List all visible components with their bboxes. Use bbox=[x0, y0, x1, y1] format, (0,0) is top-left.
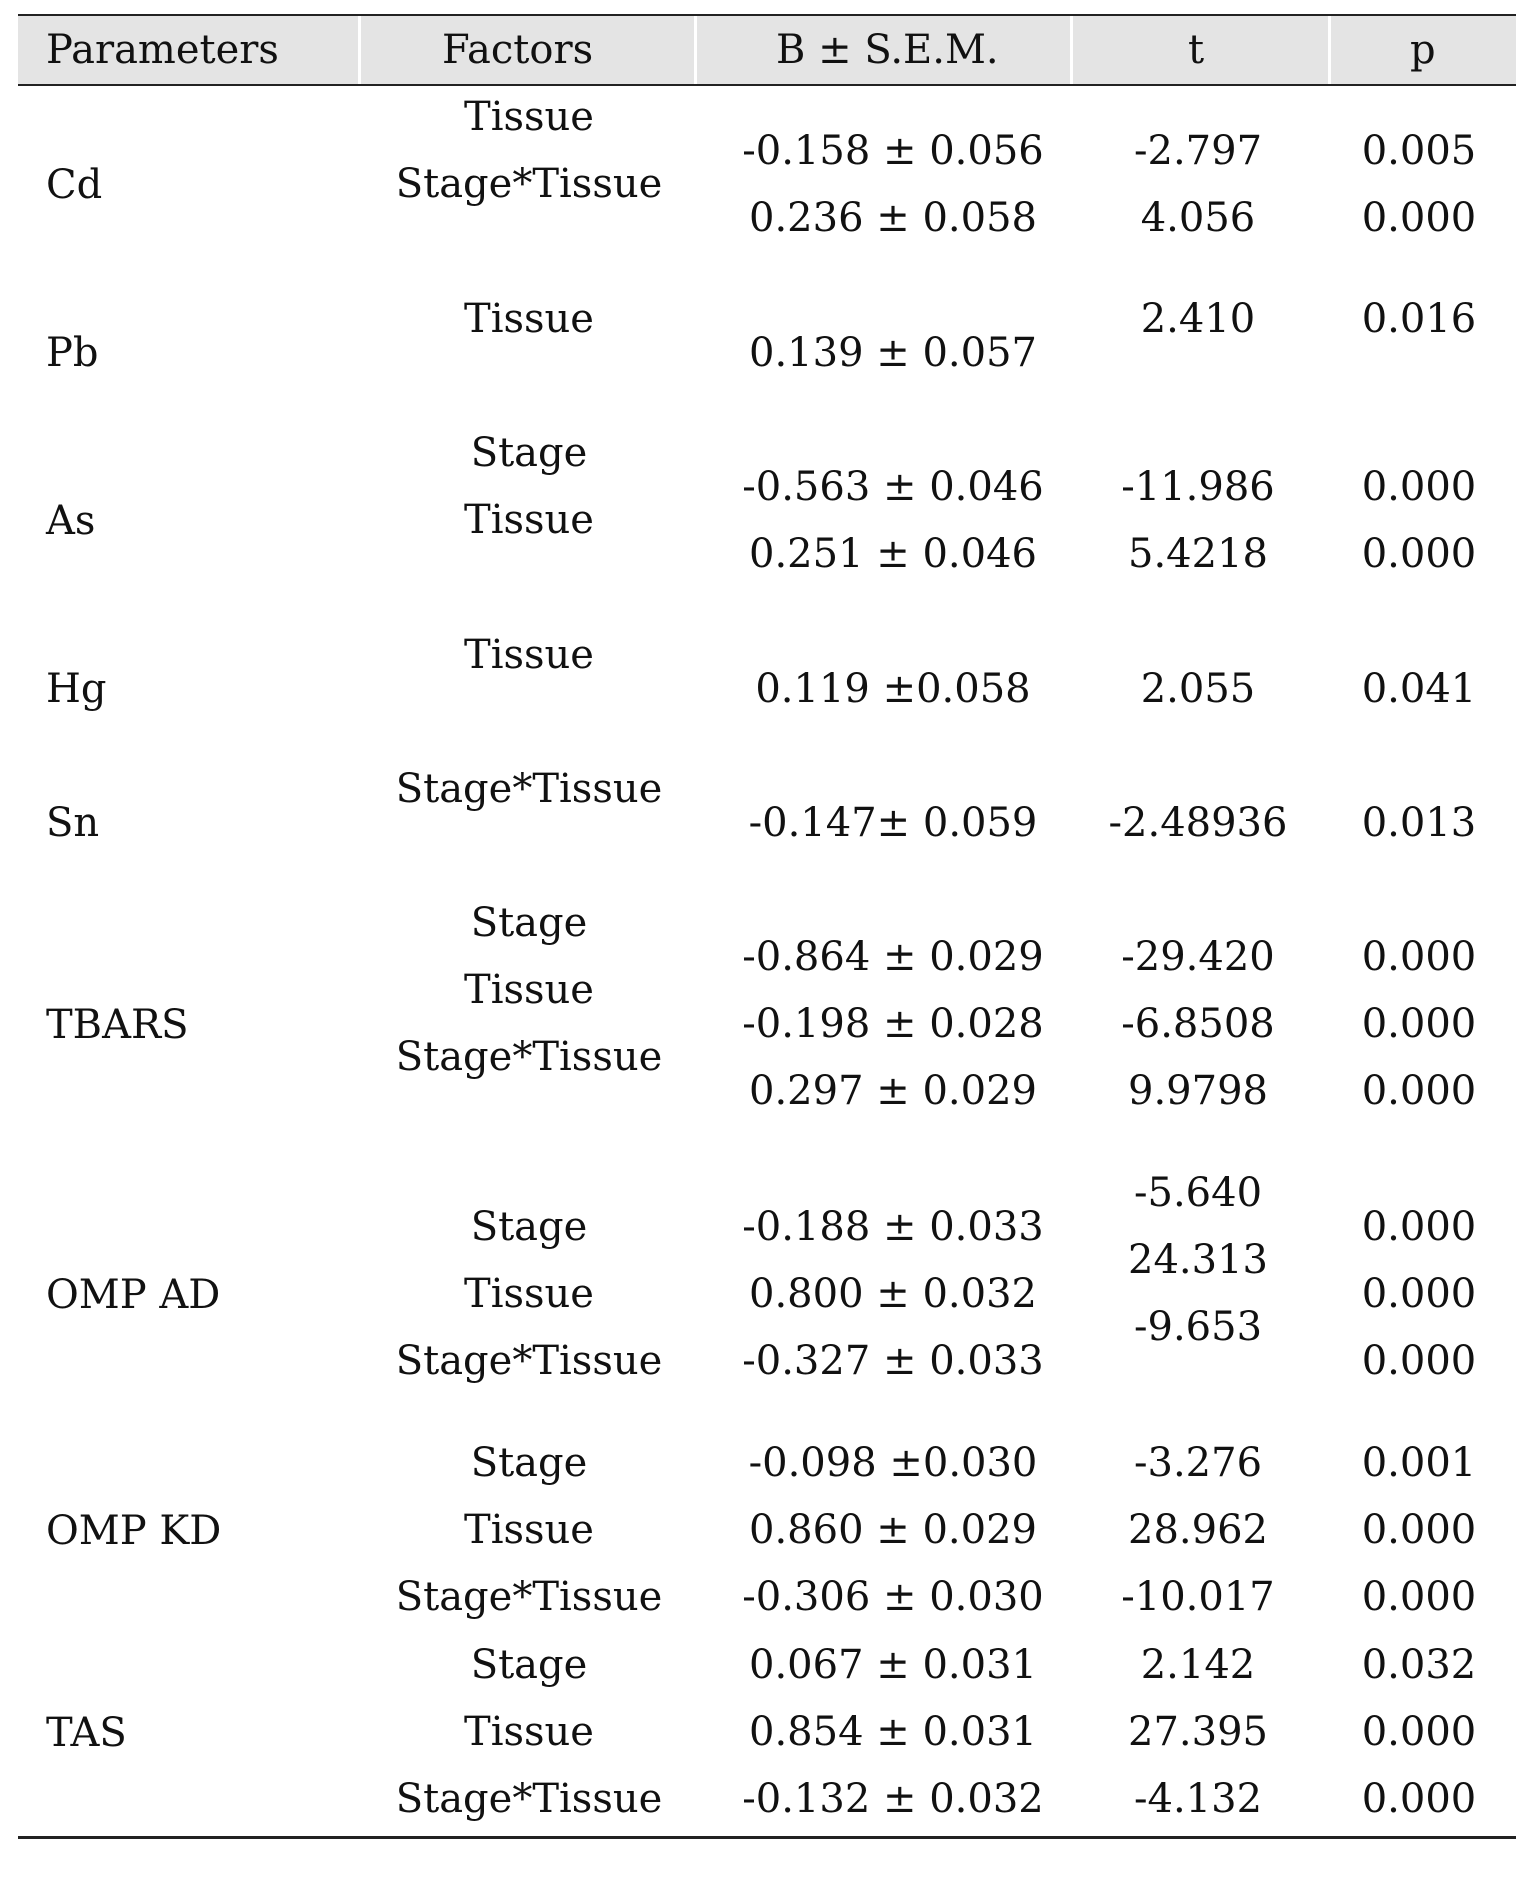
p-cell: 0.041 bbox=[1361, 666, 1477, 712]
factor-cell: Tissue bbox=[464, 632, 594, 678]
p-cell: 0.000 0.000 0.000 bbox=[1361, 1204, 1477, 1384]
factor-cell: Tissue Stage*Tissue bbox=[395, 94, 663, 207]
header-b-sem: B ± S.E.M. bbox=[776, 27, 999, 73]
p-cell: 0.016 bbox=[1361, 296, 1477, 342]
header-parameters: Parameters bbox=[46, 27, 279, 73]
p-cell: 0.001 0.000 0.000 bbox=[1361, 1440, 1477, 1620]
t-cell: -2.797 4.056 bbox=[1133, 128, 1263, 241]
b-cell: -0.188 ± 0.033 0.800 ± 0.032 -0.327 ± 0.033 bbox=[742, 1204, 1044, 1384]
t-cell: -11.986 5.4218 bbox=[1121, 464, 1275, 577]
p-cell: 0.013 bbox=[1361, 800, 1477, 846]
b-cell: -0.147± 0.059 bbox=[748, 800, 1038, 846]
b-cell: -0.563 ± 0.046 0.251 ± 0.046 bbox=[742, 464, 1044, 577]
t-cell: 2.055 bbox=[1140, 666, 1256, 712]
param-hg: Hg bbox=[46, 666, 107, 712]
param-tbars: TBARS bbox=[46, 1002, 189, 1048]
header-p: p bbox=[1410, 27, 1436, 73]
b-cell: -0.158 ± 0.056 0.236 ± 0.058 bbox=[742, 128, 1044, 241]
param-as: As bbox=[46, 498, 96, 544]
p-cell: 0.032 0.000 0.000 bbox=[1361, 1642, 1477, 1822]
param-omp-kd: OMP KD bbox=[46, 1508, 222, 1554]
regression-table bbox=[18, 14, 1516, 1839]
factor-cell: Stage Tissue Stage*Tissue bbox=[395, 1440, 663, 1620]
b-cell: -0.864 ± 0.029 -0.198 ± 0.028 0.297 ± 0.029 bbox=[742, 934, 1044, 1114]
param-omp-ad: OMP AD bbox=[46, 1272, 221, 1318]
header-rule bbox=[18, 84, 1516, 86]
t-cell: 2.142 27.395 -4.132 bbox=[1128, 1642, 1268, 1822]
factor-cell: Tissue bbox=[464, 296, 594, 342]
b-cell: -0.098 ±0.030 0.860 ± 0.029 -0.306 ± 0.030 bbox=[742, 1440, 1044, 1620]
p-cell: 0.005 0.000 bbox=[1361, 128, 1477, 241]
p-cell: 0.000 0.000 bbox=[1361, 464, 1477, 577]
param-tas: TAS bbox=[46, 1710, 127, 1756]
header-t: t bbox=[1188, 27, 1205, 73]
header-factors: Factors bbox=[442, 27, 594, 73]
param-sn: Sn bbox=[46, 800, 100, 846]
factor-cell: Stage Tissue Stage*Tissue bbox=[395, 900, 663, 1080]
b-cell: 0.119 ±0.058 bbox=[755, 666, 1031, 712]
factor-cell: Stage Tissue bbox=[464, 430, 594, 543]
factor-cell: Stage Tissue Stage*Tissue bbox=[395, 1642, 663, 1822]
t-cell: 2.410 bbox=[1140, 296, 1256, 342]
param-cd: Cd bbox=[46, 162, 103, 208]
b-cell: 0.067 ± 0.031 0.854 ± 0.031 -0.132 ± 0.032 bbox=[742, 1642, 1044, 1822]
t-cell: -2.48936 bbox=[1108, 800, 1288, 846]
b-cell: 0.139 ± 0.057 bbox=[749, 330, 1037, 376]
t-cell: -3.276 28.962 -10.017 bbox=[1121, 1440, 1275, 1620]
p-cell: 0.000 0.000 0.000 bbox=[1361, 934, 1477, 1114]
t-cell: -29.420 -6.8508 9.9798 bbox=[1121, 934, 1275, 1114]
t-cell: -5.640 24.313 -9.653 bbox=[1128, 1170, 1268, 1350]
param-pb: Pb bbox=[46, 330, 99, 376]
factor-cell: Stage Tissue Stage*Tissue bbox=[395, 1204, 663, 1384]
bottom-rule bbox=[18, 1836, 1516, 1839]
factor-cell: Stage*Tissue bbox=[395, 766, 663, 812]
